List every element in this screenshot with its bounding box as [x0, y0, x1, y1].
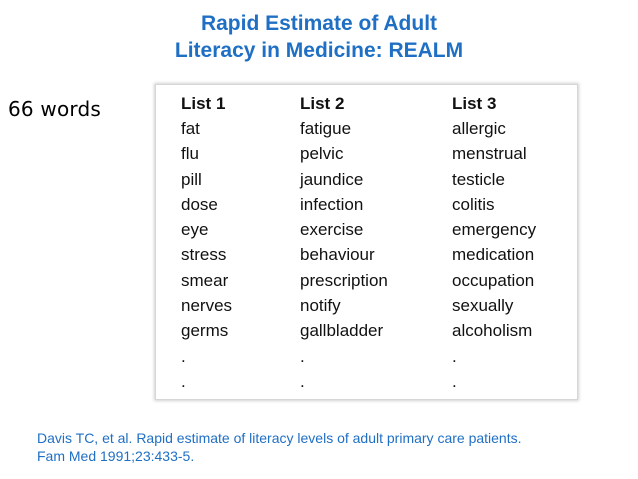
list-3-header: List 3 [452, 94, 497, 113]
list-item: medication [452, 245, 535, 265]
slide-title-line-1: Rapid Estimate of Adult [200, 12, 438, 35]
list-item: stress [181, 245, 227, 265]
list-item: menstrual [452, 144, 527, 164]
list-item: germs [181, 321, 229, 341]
list-item: . [181, 346, 186, 366]
list-item: nerves [181, 296, 233, 316]
list-item: allergic [452, 119, 506, 138]
list-item: fat [181, 119, 200, 138]
list-item: behaviour [300, 245, 375, 265]
word-list-table [155, 84, 578, 400]
list-item: flu [181, 144, 199, 164]
list-item: emergency [452, 220, 537, 240]
list-item: notify [300, 296, 341, 316]
list-item: exercise [300, 220, 364, 240]
list-item: infection [300, 194, 364, 214]
list-item: . [181, 371, 186, 391]
list-item: sexually [452, 296, 514, 316]
list-item: . [300, 371, 305, 391]
citation [37, 429, 627, 465]
list-item: gallbladder [300, 321, 384, 341]
list-item: . [452, 371, 457, 391]
list-item: jaundice [300, 169, 364, 189]
list-item: pill [181, 169, 202, 189]
list-item: prescription [300, 270, 388, 290]
word-count-label: 66 words [8, 97, 101, 121]
list-3-column [452, 92, 536, 394]
list-item: pelvic [300, 144, 344, 164]
list-item: fatigue [300, 119, 352, 138]
list-item: smear [181, 270, 229, 290]
list-item: eye [181, 220, 209, 240]
slide-title [0, 10, 638, 64]
list-1-column [181, 92, 232, 394]
slide-title-line-2: Literacy in Medicine: REALM [174, 39, 464, 62]
list-2-column [300, 92, 388, 394]
list-item: alcoholism [452, 321, 533, 341]
list-item: . [452, 346, 457, 366]
citation-line-2: Fam Med 1991;23:433-5. [37, 448, 195, 464]
list-item: . [300, 346, 305, 366]
list-item: occupation [452, 270, 535, 290]
citation-line-1: Davis TC, et al. Rapid estimate of literacy levels of adult primary care patients. [37, 430, 522, 446]
list-item: dose [181, 194, 218, 214]
list-item: colitis [452, 194, 495, 214]
list-2-header: List 2 [300, 94, 345, 113]
list-item: testicle [452, 169, 505, 189]
list-1-header: List 1 [181, 94, 226, 113]
